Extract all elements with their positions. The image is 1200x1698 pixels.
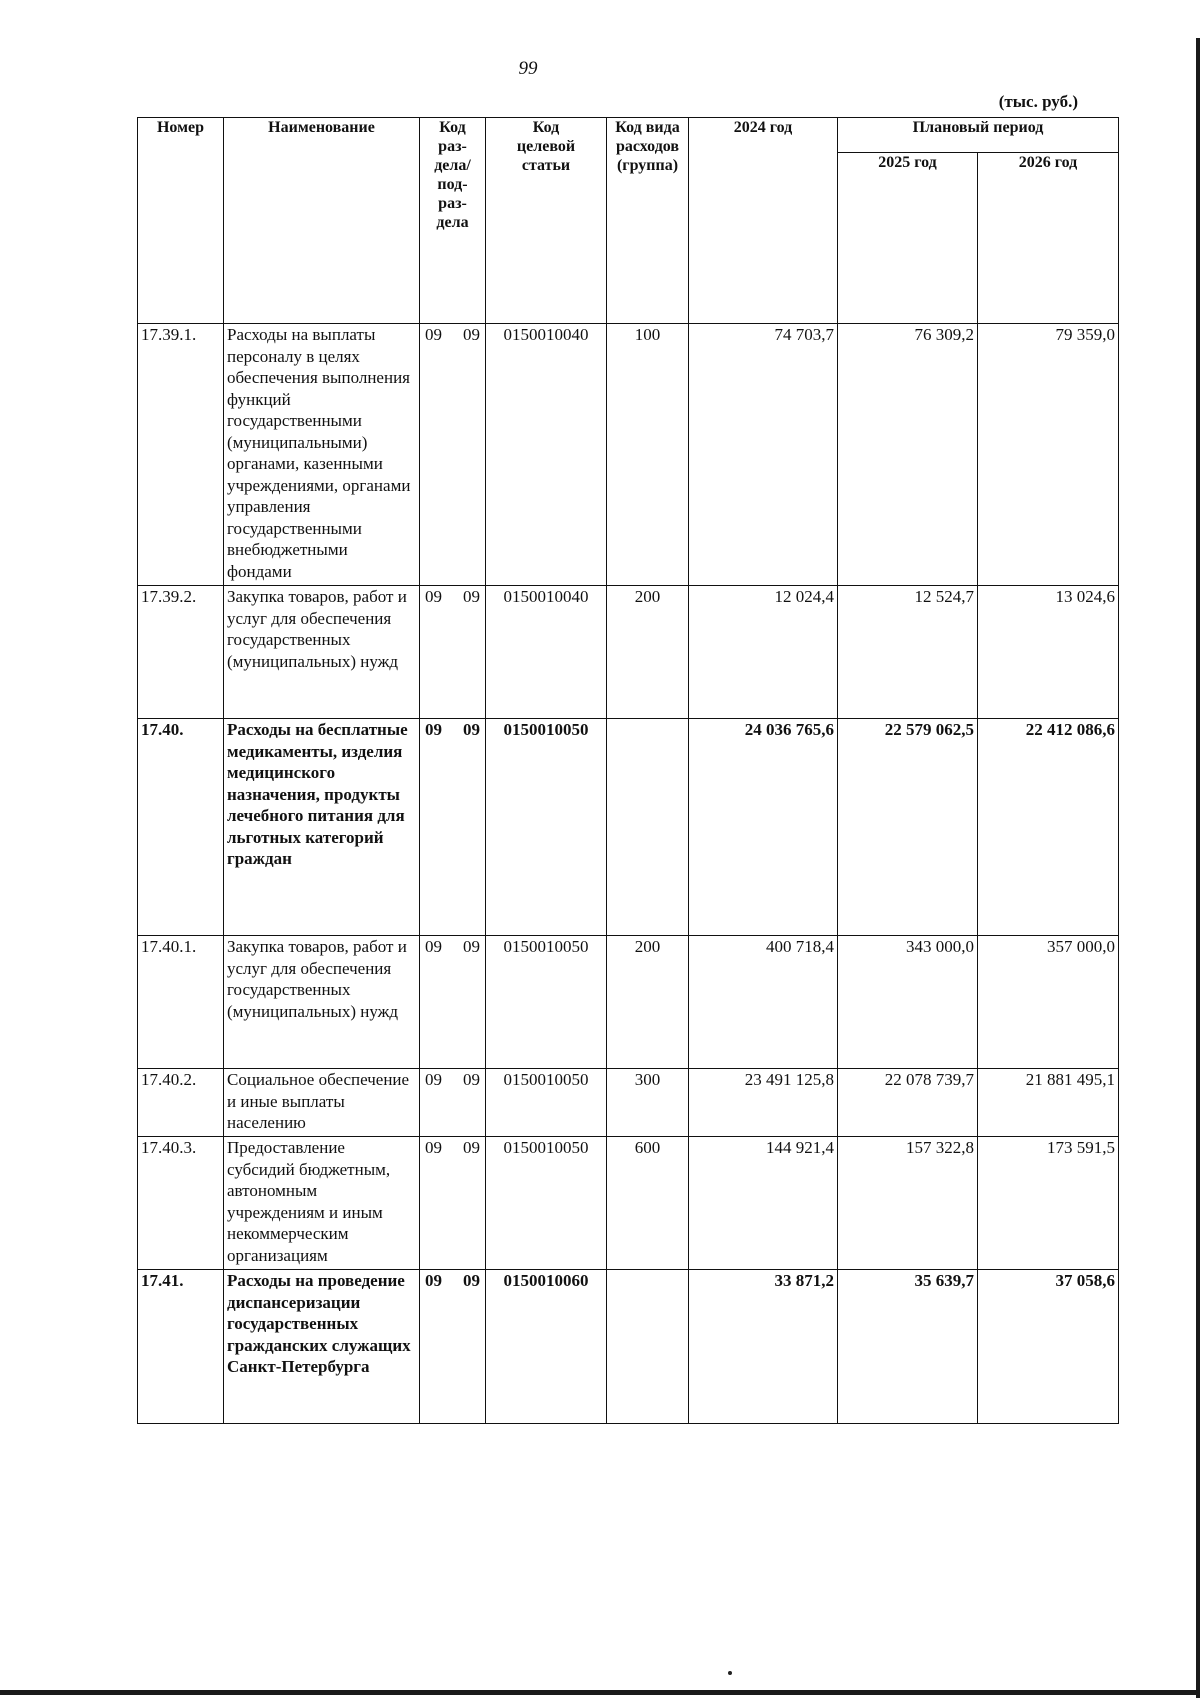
header-target-line: Код xyxy=(532,119,560,136)
row-amount-2026: 173 591,5 xyxy=(978,1137,1119,1270)
row-target-code: 0150010050 xyxy=(486,719,607,936)
row-section: 09 xyxy=(425,325,442,344)
row-subsection: 09 xyxy=(463,937,480,956)
page-number: 99 xyxy=(518,58,538,79)
row-section-code xyxy=(420,1270,486,1424)
header-name: Наименование xyxy=(224,118,420,324)
row-section-code xyxy=(420,324,486,586)
scan-edge-right xyxy=(1196,38,1200,1698)
row-section: 09 xyxy=(425,720,442,739)
row-number: 17.39.1. xyxy=(138,324,224,586)
row-target-code: 0150010050 xyxy=(486,1069,607,1137)
row-amount-2026: 22 412 086,6 xyxy=(978,719,1119,936)
table-row xyxy=(138,1270,1119,1424)
table-row xyxy=(138,719,1119,936)
row-name: Предоставление субсидий бюджетным, автономным учреждениям и иным некоммерческим организациям xyxy=(224,1137,420,1270)
row-amount-2024: 33 871,2 xyxy=(689,1270,838,1424)
row-name: Расходы на бесплатные медикаменты, изделия медицинского назначения, продукты лечебного питания для льготных категорий граждан xyxy=(224,719,420,936)
row-amount-2025: 22 579 062,5 xyxy=(838,719,978,936)
row-subsection: 09 xyxy=(463,587,480,606)
header-expense-kind xyxy=(607,118,689,324)
row-amount-2025: 35 639,7 xyxy=(838,1270,978,1424)
row-amount-2026: 37 058,6 xyxy=(978,1270,1119,1424)
row-subsection: 09 xyxy=(463,720,480,739)
row-number: 17.40.1. xyxy=(138,936,224,1069)
row-amount-2024: 12 024,4 xyxy=(689,586,838,719)
row-amount-2025: 76 309,2 xyxy=(838,324,978,586)
row-name: Расходы на проведение диспансеризации государственных гражданских служащих Санкт-Петербурга xyxy=(224,1270,420,1424)
row-expense-kind: 600 xyxy=(607,1137,689,1270)
row-amount-2024: 144 921,4 xyxy=(689,1137,838,1270)
header-row-top xyxy=(138,118,1119,153)
table-row xyxy=(138,586,1119,719)
header-section-line: раз- xyxy=(438,138,467,155)
row-number: 17.40.2. xyxy=(138,1069,224,1137)
row-subsection: 09 xyxy=(463,1138,480,1157)
row-name: Закупка товаров, работ и услуг для обеспечения государственных (муниципальных) нужд xyxy=(224,586,420,719)
header-target-code xyxy=(486,118,607,324)
row-amount-2025: 22 078 739,7 xyxy=(838,1069,978,1137)
row-number: 17.41. xyxy=(138,1270,224,1424)
row-number: 17.39.2. xyxy=(138,586,224,719)
row-expense-kind xyxy=(607,1270,689,1424)
row-target-code: 0150010050 xyxy=(486,936,607,1069)
header-kind-line: Код вида xyxy=(615,119,680,136)
row-section-code xyxy=(420,1069,486,1137)
budget-table xyxy=(137,117,1119,1424)
row-section-code xyxy=(420,936,486,1069)
row-expense-kind: 100 xyxy=(607,324,689,586)
scan-speck xyxy=(728,1671,732,1675)
table-row xyxy=(138,1137,1119,1270)
row-section: 09 xyxy=(425,937,442,956)
row-amount-2026: 21 881 495,1 xyxy=(978,1069,1119,1137)
header-section-line: под- xyxy=(437,176,468,193)
row-section: 09 xyxy=(425,1070,442,1089)
header-year-2024: 2024 год xyxy=(689,118,838,324)
row-amount-2024: 23 491 125,8 xyxy=(689,1069,838,1137)
row-target-code: 0150010050 xyxy=(486,1137,607,1270)
units-label: (тыс. руб.) xyxy=(998,92,1078,111)
row-subsection: 09 xyxy=(463,325,480,344)
row-expense-kind: 200 xyxy=(607,586,689,719)
row-expense-kind xyxy=(607,719,689,936)
row-number: 17.40. xyxy=(138,719,224,936)
header-section-line: дела/ xyxy=(434,157,471,174)
row-amount-2025: 12 524,7 xyxy=(838,586,978,719)
row-amount-2026: 357 000,0 xyxy=(978,936,1119,1069)
header-section-code xyxy=(420,118,486,324)
row-target-code: 0150010040 xyxy=(486,586,607,719)
row-name: Социальное обеспечение и иные выплаты населению xyxy=(224,1069,420,1137)
table-row xyxy=(138,936,1119,1069)
row-amount-2025: 157 322,8 xyxy=(838,1137,978,1270)
row-amount-2025: 343 000,0 xyxy=(838,936,978,1069)
header-section-line: дела xyxy=(436,214,469,231)
table-row xyxy=(138,1069,1119,1137)
table-row xyxy=(138,324,1119,586)
row-name: Расходы на выплаты персоналу в целях обеспечения выполнения функций государственными (муниципальными) органами, казенными учреждениями, органами управления государственными внебюджетными фондами xyxy=(224,324,420,586)
row-section-code xyxy=(420,719,486,936)
scan-edge-bottom xyxy=(0,1690,1200,1695)
header-kind-line: (группа) xyxy=(616,157,679,174)
row-subsection: 09 xyxy=(463,1271,480,1290)
header-kind-line: расходов xyxy=(615,138,680,155)
header-year-2025: 2025 год xyxy=(838,153,978,324)
row-target-code: 0150010040 xyxy=(486,324,607,586)
row-amount-2024: 24 036 765,6 xyxy=(689,719,838,936)
header-target-line: целевой xyxy=(516,138,576,155)
row-expense-kind: 300 xyxy=(607,1069,689,1137)
row-amount-2024: 74 703,7 xyxy=(689,324,838,586)
row-target-code: 0150010060 xyxy=(486,1270,607,1424)
row-amount-2024: 400 718,4 xyxy=(689,936,838,1069)
header-section-line: Код xyxy=(439,119,466,136)
row-subsection: 09 xyxy=(463,1070,480,1089)
header-year-2026: 2026 год xyxy=(978,153,1119,324)
row-amount-2026: 13 024,6 xyxy=(978,586,1119,719)
header-section-line: раз- xyxy=(438,195,467,212)
row-section: 09 xyxy=(425,1138,442,1157)
header-planning-period: Плановый период xyxy=(838,118,1119,153)
header-target-line: статьи xyxy=(521,157,571,174)
row-section: 09 xyxy=(425,587,442,606)
row-section-code xyxy=(420,586,486,719)
row-section: 09 xyxy=(425,1271,442,1290)
row-name: Закупка товаров, работ и услуг для обеспечения государственных (муниципальных) нужд xyxy=(224,936,420,1069)
row-section-code xyxy=(420,1137,486,1270)
header-number: Номер xyxy=(138,118,224,324)
row-amount-2026: 79 359,0 xyxy=(978,324,1119,586)
row-expense-kind: 200 xyxy=(607,936,689,1069)
row-number: 17.40.3. xyxy=(138,1137,224,1270)
